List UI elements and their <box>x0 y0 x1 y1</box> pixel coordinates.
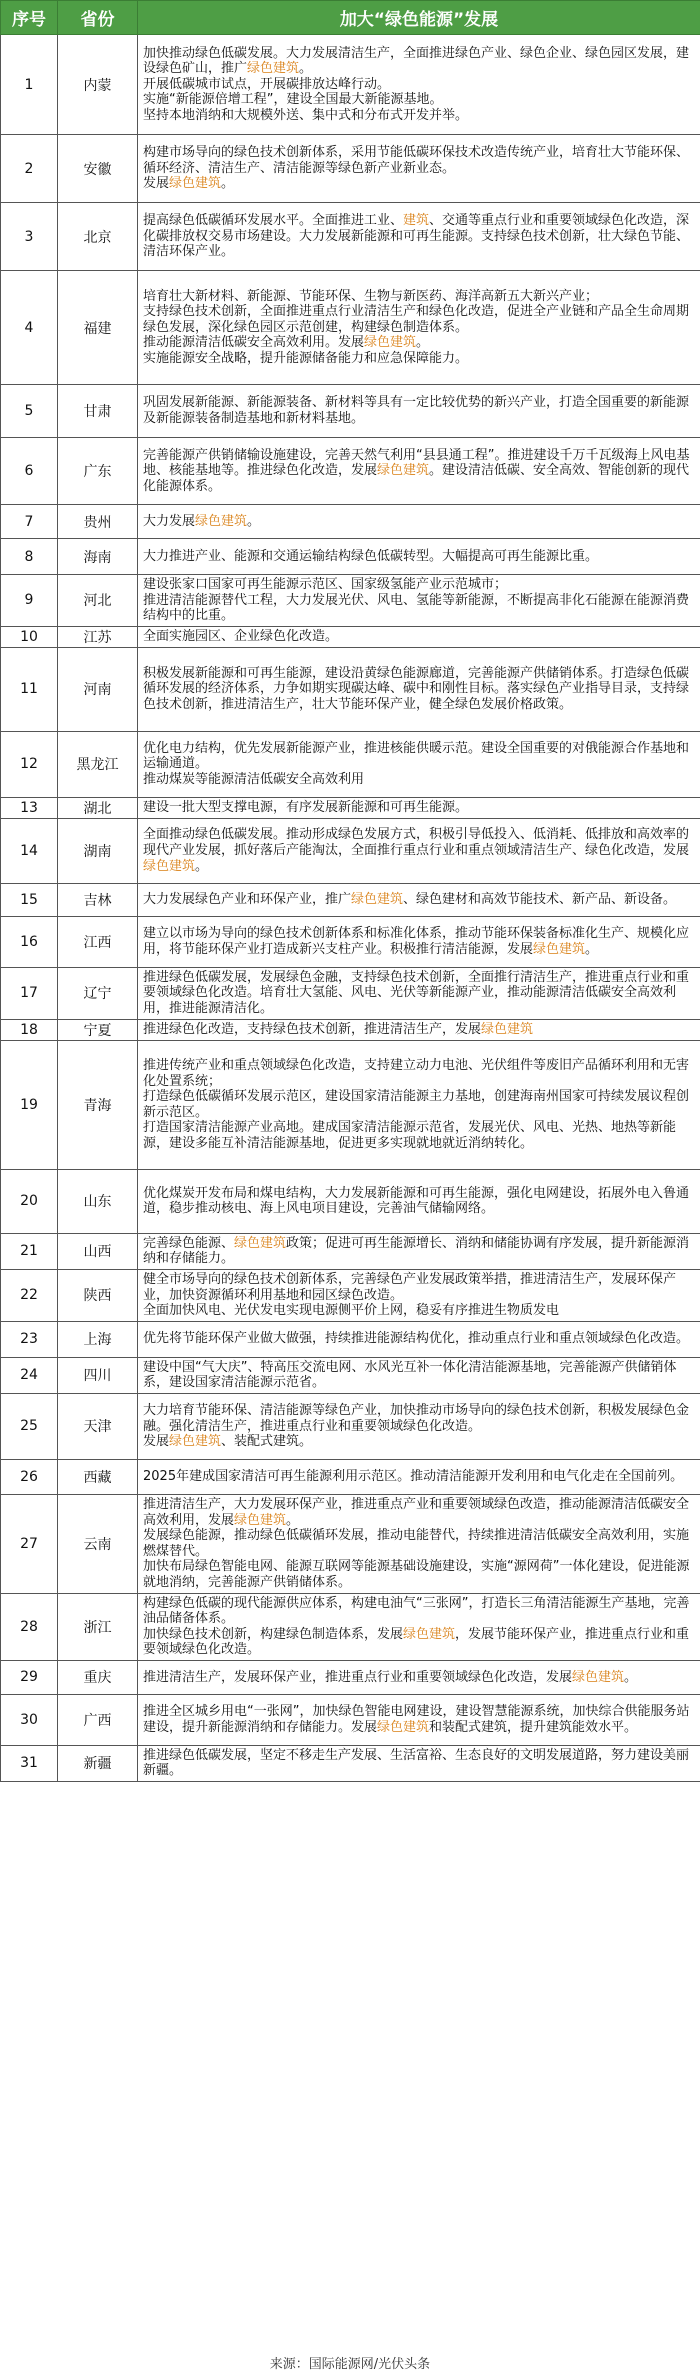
row-province: 西藏 <box>58 1459 138 1494</box>
row-content: 巩固发展新能源、新能源装备、新材料等具有一定比较优势的新兴产业，打造全国重要的新能源及新能源装备制造基地和新材料基地。 <box>138 385 700 438</box>
row-province: 福建 <box>58 271 138 385</box>
row-content: 推进绿色低碳发展，发展绿色金融，支持绿色技术创新，全面推行清洁生产，推进重点行业和重要领域绿色化改造。培育壮大氢能、风电、光伏等新能源产业，推动能源清洁低碳安全高效利用，推进能源清洁化。 <box>138 967 700 1019</box>
table-row <box>1 438 700 505</box>
highlight-term: 绿色建筑 <box>377 463 430 479</box>
row-number: 28 <box>1 1593 58 1660</box>
row-number: 21 <box>1 1233 58 1269</box>
highlight-term: 绿色建筑 <box>234 1235 287 1251</box>
row-content: 2025年建成国家清洁可再生能源利用示范区。推动清洁能源开发利用和电气化走在全国前列。 <box>138 1459 700 1494</box>
row-province: 海南 <box>58 539 138 575</box>
row-number: 29 <box>1 1660 58 1694</box>
row-number: 2 <box>1 135 58 203</box>
highlight-term: 绿色建筑 <box>143 858 196 874</box>
row-number: 30 <box>1 1694 58 1745</box>
row-content: 大力发展绿色产业和环保产业，推广绿色建筑、绿色建材和高效节能技术、新产品、新设备。 <box>138 883 700 916</box>
row-province: 云南 <box>58 1494 138 1593</box>
row-province: 宁夏 <box>58 1019 138 1040</box>
row-number: 31 <box>1 1745 58 1781</box>
table-row <box>1 1745 700 1781</box>
table-row <box>1 505 700 539</box>
row-province: 辽宁 <box>58 967 138 1019</box>
table-row <box>1 135 700 203</box>
row-province: 甘肃 <box>58 385 138 438</box>
highlight-term: 绿色建筑 <box>377 1719 430 1735</box>
table-row <box>1 203 700 271</box>
table-row <box>1 1459 700 1494</box>
row-province: 吉林 <box>58 883 138 916</box>
row-number: 9 <box>1 575 58 627</box>
table-row <box>1 575 700 627</box>
row-content: 健全市场导向的绿色技术创新体系，完善绿色产业发展政策举措，推进清洁生产，发展环保产业，加快资源循环利用基地和园区绿色改造。 全面加快风电、光伏发电实现电源侧平价上网，稳妥有序推进生物质发电 <box>138 1269 700 1321</box>
row-content: 积极发展新能源和可再生能源，建设沿黄绿色能源廊道，完善能源产供储销体系。打造绿色低碳循环发展的经济体系，力争如期实现碳达峰、碳中和刚性目标。落实绿色产业指导目录，支持绿色技术创新，推进清洁生产，壮大节能环保产业，健全绿色发展价格政策。 <box>138 647 700 731</box>
table-row <box>1 797 700 818</box>
row-content: 建立以市场为导向的绿色技术创新体系和标准化体系，推动节能环保装备标准化生产、规模化应用，将节能环保产业打造成新兴支柱产业。积极推行清洁能源，发展绿色建筑。 <box>138 916 700 967</box>
row-province: 贵州 <box>58 505 138 539</box>
table-row <box>1 1494 700 1593</box>
highlight-term: 绿色建筑 <box>195 513 248 529</box>
row-number: 15 <box>1 883 58 916</box>
row-province: 河南 <box>58 647 138 731</box>
row-content: 推进清洁生产，大力发展环保产业，推进重点产业和重要领域绿色改造，推动能源清洁低碳安全高效利用，发展绿色建筑。 发展绿色能源，推动绿色低碳循环发展，推动电能替代，持续推进清洁低碳安全高效利用，实施燃煤替代。 加快布局绿色智能电网、能源互联网等能源基础设施建设，实施“源网荷”一体化建设，促进能源就地消纳，完善能源产供销储体系。 <box>138 1494 700 1593</box>
table-row <box>1 967 700 1019</box>
highlight-term: 绿色建筑 <box>481 1021 534 1037</box>
row-province: 北京 <box>58 203 138 271</box>
row-province: 广西 <box>58 1694 138 1745</box>
table-row <box>1 539 700 575</box>
row-number: 27 <box>1 1494 58 1593</box>
table-row <box>1 1660 700 1694</box>
table-row <box>1 385 700 438</box>
row-province: 山东 <box>58 1169 138 1233</box>
highlight-term: 绿色建筑 <box>364 335 417 351</box>
table-row <box>1 1357 700 1393</box>
row-number: 4 <box>1 271 58 385</box>
highlight-term: 绿色建筑 <box>234 1512 287 1528</box>
row-province: 江苏 <box>58 626 138 647</box>
highlight-term: 绿色建筑 <box>351 891 404 907</box>
row-province: 四川 <box>58 1357 138 1393</box>
row-province: 广东 <box>58 438 138 505</box>
table-row <box>1 35 700 135</box>
row-province: 湖南 <box>58 818 138 883</box>
row-number: 14 <box>1 818 58 883</box>
row-content: 优化电力结构，优先发展新能源产业，推进核能供暖示范。建设全国重要的对俄能源合作基地和运输通道。 推动煤炭等能源清洁低碳安全高效利用 <box>138 731 700 797</box>
row-content: 构建绿色低碳的现代能源供应体系，构建电油气“三张网”，打造长三角清洁能源生产基地，完善油品储备体系。 加快绿色技术创新，构建绿色制造体系，发展绿色建筑，发展节能环保产业，推进重点行业和重要领域绿色化改造。 <box>138 1593 700 1660</box>
highlight-term: 绿色建筑 <box>403 1626 456 1642</box>
row-province: 湖北 <box>58 797 138 818</box>
row-number: 12 <box>1 731 58 797</box>
row-content: 推进绿色低碳发展，坚定不移走生产发展、生活富裕、生态良好的文明发展道路，努力建设美丽新疆。 <box>138 1745 700 1781</box>
row-content: 推进清洁生产，发展环保产业，推进重点行业和重要领域绿色化改造，发展绿色建筑。 <box>138 1660 700 1694</box>
row-province: 黑龙江 <box>58 731 138 797</box>
row-content: 优化煤炭开发布局和煤电结构，大力发展新能源和可再生能源，强化电网建设，拓展外电入鲁通道，稳步推动核电、海上风电项目建设，完善油气储输网络。 <box>138 1169 700 1233</box>
highlight-term: 绿色建筑 <box>247 61 300 77</box>
highlight-term: 绿色建筑 <box>169 1434 222 1450</box>
row-content: 全面实施园区、企业绿色化改造。 <box>138 626 700 647</box>
row-content: 建设张家口国家可再生能源示范区、国家级氢能产业示范城市； 推进清洁能源替代工程，大力发展光伏、风电、氢能等新能源，不断提高非化石能源在能源消费结构中的比重。 <box>138 575 700 627</box>
row-content: 提高绿色低碳循环发展水平。全面推进工业、建筑、交通等重点行业和重要领域绿色化改造，深化碳排放权交易市场建设。大力发展新能源和可再生能源。支持绿色技术创新，壮大绿色节能、清洁环保产业。 <box>138 203 700 271</box>
table-row <box>1 883 700 916</box>
row-province: 天津 <box>58 1393 138 1459</box>
row-content: 构建市场导向的绿色技术创新体系，采用节能低碳环保技术改造传统产业，培育壮大节能环保、循环经济、清洁生产、清洁能源等绿色新产业新业态。 发展绿色建筑。 <box>138 135 700 203</box>
row-number: 13 <box>1 797 58 818</box>
header-content: 加大“绿色能源”发展 <box>138 1 700 35</box>
row-number: 18 <box>1 1019 58 1040</box>
table-row <box>1 818 700 883</box>
row-province: 内蒙 <box>58 35 138 135</box>
highlight-term: 建筑 <box>403 213 430 229</box>
highlight-term: 绿色建筑 <box>572 1669 625 1685</box>
row-content: 优先将节能环保产业做大做强，持续推进能源结构优化，推动重点行业和重点领域绿色化改造。 <box>138 1321 700 1357</box>
row-number: 22 <box>1 1269 58 1321</box>
table-row <box>1 1269 700 1321</box>
row-province: 河北 <box>58 575 138 627</box>
row-content: 推进传统产业和重点领域绿色化改造，支持建立动力电池、光伏组件等废旧产品循环利用和无害化处置系统； 打造绿色低碳循环发展示范区，建设国家清洁能源主力基地，创建海南州国家可持续发展议程创新示范区。 打造国家清洁能源产业高地。建成国家清洁能源示范省，发展光伏、风电、光热、地热等新能源，建设多能互补清洁能源基地，促进更多实现就地就近消纳转化。 <box>138 1040 700 1169</box>
row-number: 8 <box>1 539 58 575</box>
row-content: 大力培育节能环保、清洁能源等绿色产业，加快推动市场导向的绿色技术创新，积极发展绿色金融。强化清洁生产，推进重点行业和重要领域绿色化改造。 发展绿色建筑、装配式建筑。 <box>138 1393 700 1459</box>
row-number: 24 <box>1 1357 58 1393</box>
row-number: 1 <box>1 35 58 135</box>
highlight-term: 绿色建筑 <box>169 176 222 192</box>
row-number: 26 <box>1 1459 58 1494</box>
table-row <box>1 1593 700 1660</box>
row-number: 6 <box>1 438 58 505</box>
row-number: 11 <box>1 647 58 731</box>
table-row <box>1 1040 700 1169</box>
row-content: 加快推动绿色低碳发展。大力发展清洁生产，全面推进绿色产业、绿色企业、绿色园区发展，建设绿色矿山，推广绿色建筑。 开展低碳城市试点，开展碳排放达峰行动。 实施“新能源倍增工程”，建设全国最大新能源基地。 坚持本地消纳和大规模外送、集中式和分布式开发并举。 <box>138 35 700 135</box>
row-province: 安徽 <box>58 135 138 203</box>
table-row <box>1 1169 700 1233</box>
row-content: 培育壮大新材料、新能源、节能环保、生物与新医药、海洋高新五大新兴产业； 支持绿色技术创新，全面推进重点行业清洁生产和绿色化改造，促进全产业链和产品全生命周期绿色发展，深化绿色园区示范创建，构建绿色制造体系。 推动能源清洁低碳安全高效利用。发展绿色建筑。 实施能源安全战略，提升能源储备能力和应急保障能力。 <box>138 271 700 385</box>
header-num: 序号 <box>1 1 58 35</box>
row-number: 23 <box>1 1321 58 1357</box>
row-content: 推进绿色化改造，支持绿色技术创新，推进清洁生产，发展绿色建筑 <box>138 1019 700 1040</box>
row-province: 陕西 <box>58 1269 138 1321</box>
row-province: 江西 <box>58 916 138 967</box>
table-row <box>1 271 700 385</box>
row-number: 20 <box>1 1169 58 1233</box>
row-content: 建设一批大型支撑电源，有序发展新能源和可再生能源。 <box>138 797 700 818</box>
highlight-term: 绿色建筑 <box>533 941 586 957</box>
table-row <box>1 1019 700 1040</box>
row-number: 17 <box>1 967 58 1019</box>
row-province: 上海 <box>58 1321 138 1357</box>
row-content: 大力发展绿色建筑。 <box>138 505 700 539</box>
row-content: 完善能源产供销储输设施建设，完善天然气利用“县县通工程”。推进建设千万千瓦级海上风电基地、核能基地等。推进绿色化改造，发展绿色建筑。建设清洁低碳、安全高效、智能创新的现代化能源体系。 <box>138 438 700 505</box>
table-header-row <box>1 1 700 35</box>
table-row <box>1 1393 700 1459</box>
row-province: 青海 <box>58 1040 138 1169</box>
table-row <box>1 626 700 647</box>
table-row <box>1 731 700 797</box>
table-row <box>1 916 700 967</box>
row-number: 25 <box>1 1393 58 1459</box>
row-number: 10 <box>1 626 58 647</box>
row-province: 新疆 <box>58 1745 138 1781</box>
row-province: 浙江 <box>58 1593 138 1660</box>
table-row <box>1 647 700 731</box>
row-content: 全面推动绿色低碳发展。推动形成绿色发展方式，积极引导低投入、低消耗、低排放和高效率的现代产业发展，抓好落后产能淘汰，全面推行重点行业和重点领域清洁生产、绿色化改造，发展绿色建筑。 <box>138 818 700 883</box>
header-province: 省份 <box>58 1 138 35</box>
table-row <box>1 1694 700 1745</box>
table-row <box>1 1233 700 1269</box>
row-content: 大力推进产业、能源和交通运输结构绿色低碳转型。大幅提高可再生能源比重。 <box>138 539 700 575</box>
row-province: 重庆 <box>58 1660 138 1694</box>
row-content: 建设中国“气大庆”、特高压交流电网、水风光互补一体化清洁能源基地，完善能源产供储销体系，建设国家清洁能源示范省。 <box>138 1357 700 1393</box>
row-number: 7 <box>1 505 58 539</box>
row-number: 19 <box>1 1040 58 1169</box>
row-number: 5 <box>1 385 58 438</box>
source-caption: 来源：国际能源网/光伏头条 <box>269 2357 431 2372</box>
row-number: 3 <box>1 203 58 271</box>
row-content: 推进全区城乡用电“一张网”，加快绿色智能电网建设，建设智慧能源系统，加快综合供能服务站建设，提升新能源消纳和存储能力。发展绿色建筑和装配式建筑，提升建筑能效水平。 <box>138 1694 700 1745</box>
row-content: 完善绿色能源、绿色建筑政策；促进可再生能源增长、消纳和储能协调有序发展，提升新能源消纳和存储能力。 <box>138 1233 700 1269</box>
row-province: 山西 <box>58 1233 138 1269</box>
row-number: 16 <box>1 916 58 967</box>
table-row <box>1 1321 700 1357</box>
